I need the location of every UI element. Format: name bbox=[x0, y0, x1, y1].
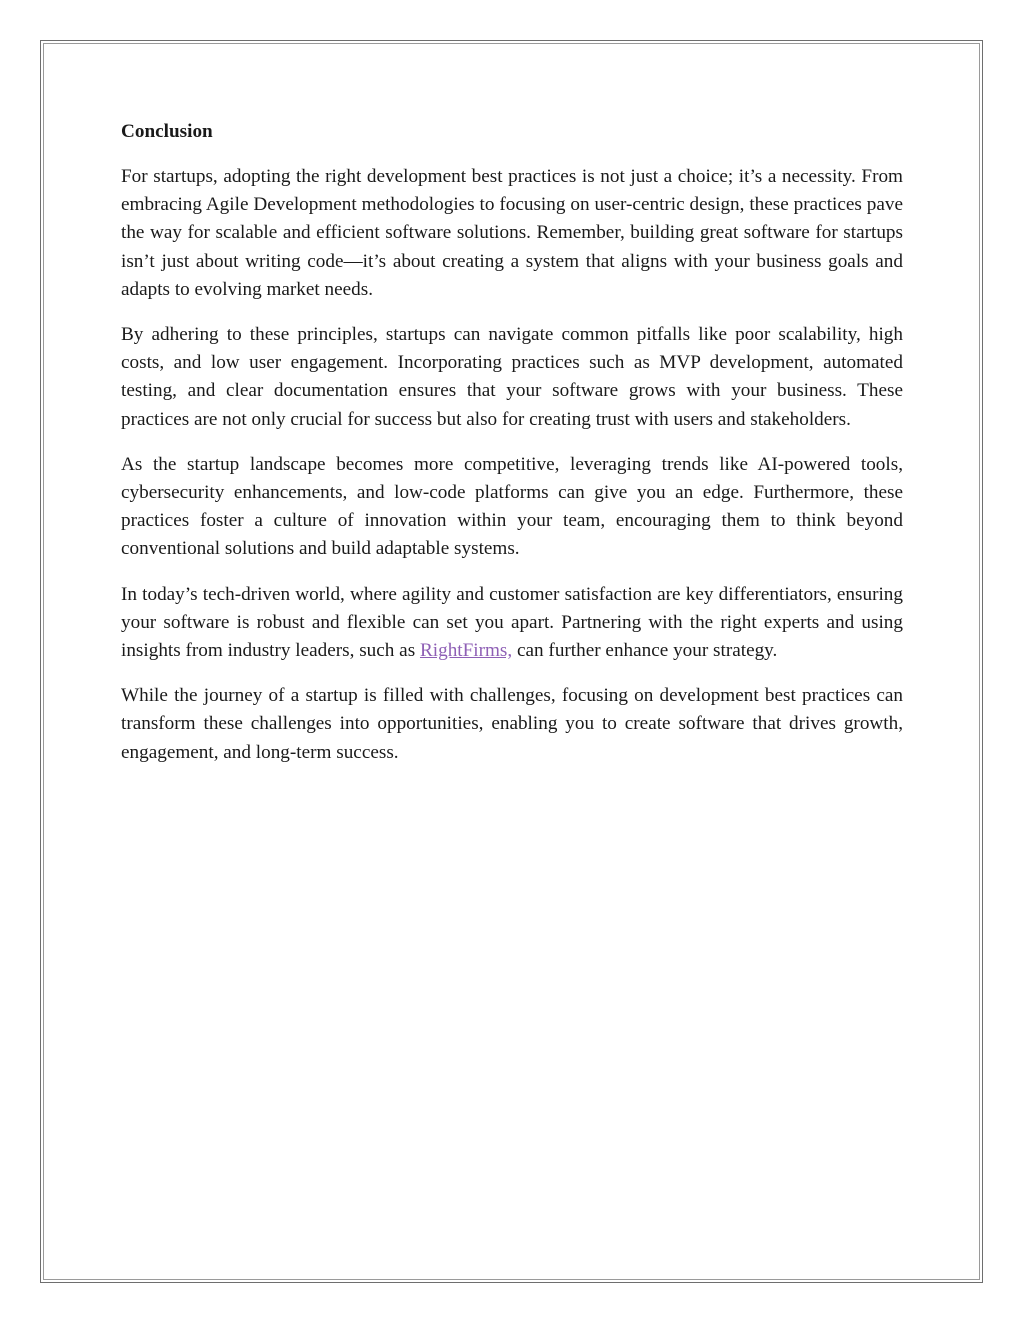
paragraph-5: While the journey of a startup is filled with challenges, focusing on development best practices can transform these challenges into opportunities, enabling you to create software that drives growth, engagement, and long-term success. bbox=[121, 685, 903, 763]
paragraph-4-text-before: In today’s tech-driven world, where agility and customer satisfaction are key differentiators, ensuring your software is robust and flexible can set you apart. Partnering with the right experts and using insights from industry leaders, such as bbox=[121, 583, 903, 662]
section-heading: Conclusion bbox=[121, 121, 213, 142]
paragraph-2: By adhering to these principles, startups can navigate common pitfalls like poor scalability, high costs, and low user engagement. Incorporating practices such as MVP development, automated testing, and clear documentation ensures that your software grows with your business. These practices are not only crucial for success but also for creating trust with users and stakeholders. bbox=[121, 324, 903, 430]
paragraph-4 bbox=[121, 581, 903, 666]
document-body bbox=[121, 118, 903, 784]
paragraph-1: For startups, adopting the right development best practices is not just a choice; it’s a necessity. From embracing Agile Development methodologies to focusing on user-centric design, these practices pave the way for scalable and efficient software solutions. Remember, building great software for startups isn’t just about writing code—it’s about creating a system that aligns with your business goals and adapts to evolving market needs. bbox=[121, 166, 903, 300]
paragraph-3: As the startup landscape becomes more competitive, leveraging trends like AI-powered tools, cybersecurity enhancements, and low-code platforms can give you an edge. Furthermore, these practices foster a culture of innovation within your team, encouraging them to think beyond conventional solutions and build adaptable systems. bbox=[121, 453, 903, 560]
paragraph-4-text-after: can further enhance your strategy. bbox=[512, 640, 778, 662]
rightfirms-link[interactable]: RightFirms, bbox=[419, 640, 513, 662]
